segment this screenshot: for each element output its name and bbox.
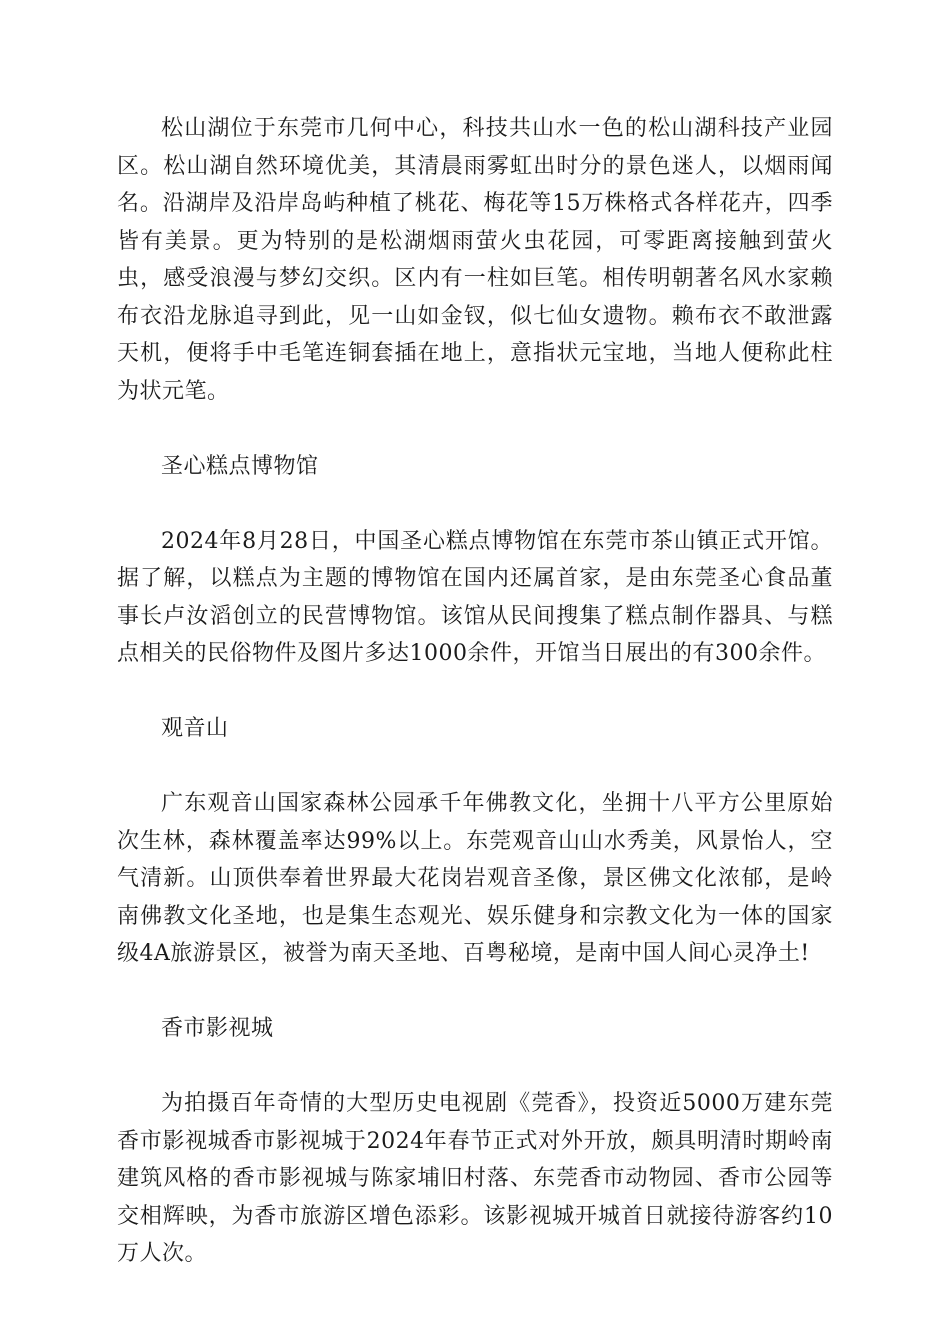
heading-guanyin-mountain: 观音山 — [161, 716, 229, 741]
document-page — [117, 110, 833, 1273]
heading-shengxin-museum: 圣心糕点博物馆 — [161, 453, 319, 479]
paragraph-gap — [117, 410, 833, 448]
paragraph-shengxin-museum: 2024年8月28日，中国圣心糕点博物馆在东莞市茶山镇正式开馆。据了解，以糕点为主题的博物馆在国内还属首家，是由东莞圣心食品董事长卢汝滔创立的民营博物馆。该馆从民间搜集了糕点制作器具、与糕点相关的民俗物件及图片多达1000余件，开馆当日展出的有300余件。 — [117, 528, 833, 666]
paragraph-songshan-lake: 松山湖位于东莞市几何中心，科技共山水一色的松山湖科技产业园区。松山湖自然环境优美，其清晨雨雾虹出时分的景色迷人，以烟雨闻名。沿湖岸及沿岸岛屿种植了桃花、梅花等15万株格式各样花卉，四季皆有美景。更为特别的是松湖烟雨萤火虫花园，可零距离接触到萤火虫，感受浪漫与梦幻交织。区内有一柱如巨笔。相传明朝著名风水家赖布衣沿龙脉追寻到此，见一山如金钗，似七仙女遗物。赖布衣不敢泄露天机，便将手中毛笔连铜套插在地上，意指状元宝地，当地人便称此柱为状元笔。 — [117, 116, 833, 404]
paragraph-gap — [117, 485, 833, 523]
paragraph-xiangshi-film-city: 为拍摄百年奇情的大型历史电视剧《莞香》，投资近5000万建东莞香市影视城香市影视城于2024年春节正式对外开放，颇具明清时期岭南建筑风格的香市影视城与陈家埔旧村落、东莞香市动物园、香市公园等交相辉映，为香市旅游区增色添彩。该影视城开城首日就接待游客约10万人次。 — [117, 1091, 833, 1266]
paragraph-gap — [117, 1048, 833, 1086]
paragraph-gap — [117, 748, 833, 786]
paragraph-gap — [117, 673, 833, 711]
paragraph-guanyin-mountain: 广东观音山国家森林公园承千年佛教文化，坐拥十八平方公里原始次生林，森林覆盖率达99%以上。东莞观音山山水秀美，风景怡人，空气清新。山顶供奉着世界最大花岗岩观音圣像，景区佛文化浓郁，是岭南佛教文化圣地，也是集生态观光、娱乐健身和宗教文化为一体的国家级4A旅游景区，被誉为南天圣地、百粤秘境，是南中国人间心灵净土! — [117, 791, 833, 966]
heading-xiangshi-film-city: 香市影视城 — [161, 1016, 274, 1041]
paragraph-gap — [117, 973, 833, 1011]
